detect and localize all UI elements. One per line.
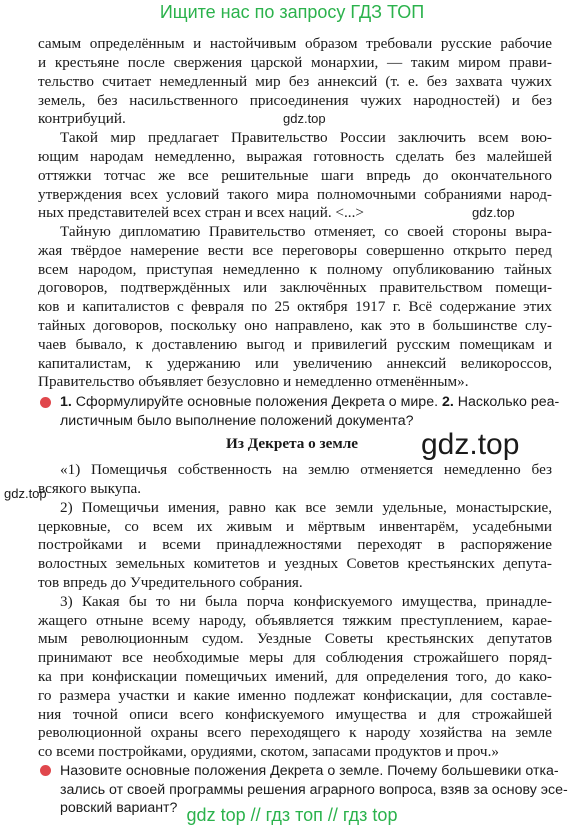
question-line: ровский вариант? xyxy=(60,800,178,817)
text-line: тайных договоров, поскольку оно направлено, как это в большинстве слу- xyxy=(38,317,552,334)
text-line: капиталистам, к удержанию или увеличению аннексий великороссов, xyxy=(38,354,552,372)
text-line: ющим народам немедленно, выражая готовность сделать без малейшей xyxy=(38,147,552,165)
banner: Ищите нас по запросу ГДЗ ТОП xyxy=(159,2,425,22)
text-line: всем народом, приступая немедленно к полному опубликованию тайных xyxy=(38,260,552,278)
text-line: чаев бывало, к доставлению выгод и привилегий русским помещикам и xyxy=(38,335,552,353)
text-line: го размера участки и какие именно подлежат конфискации, для составле- xyxy=(38,686,552,704)
text-line: ния точной описи всего конфискуемого имущества и для строжайшей xyxy=(38,705,552,723)
text-line: всякого выкупа. xyxy=(38,479,142,497)
text-line: ков и капиталистов с февраля по 25 октября 1917 г. Всё содержание этих xyxy=(38,298,552,316)
text-line: ных представителей всех стран и всех наций. <...> xyxy=(38,204,364,222)
text-line: волостных земельных комитетов и уездных Советов крестьянских депута- xyxy=(38,555,552,573)
text-line: тов впредь до Учредительного собрания. xyxy=(38,573,303,591)
watermark: gdz.top xyxy=(283,111,326,126)
footer-watermark: gdz top // гдз топ // гдз top xyxy=(186,805,398,825)
text-line: постройками и всеми принадлежностями переходят в распоряжение xyxy=(38,536,552,554)
text-line: жая твёрдое намерение вести все переговоры совершенно открыто перед xyxy=(38,241,552,259)
text-line: Правительство объявляет безусловно и немедленно отменённым». xyxy=(38,373,469,391)
watermark: gdz.top xyxy=(421,427,520,461)
text-line: оттяжки тотчас же все решительные шаги впредь до окончательного xyxy=(38,166,552,184)
text-line: контрибуций. xyxy=(38,110,126,128)
watermark: gdz.top xyxy=(4,486,47,501)
watermark: gdz.top xyxy=(472,205,515,220)
text-line: тельство считает немедленный мир без аннексий (т. е. без захвата чужих xyxy=(38,72,552,90)
text-line: земель, без насильственного присоединения чужих народностей) и без xyxy=(38,91,552,109)
text-line: жащего отныне всему народу, объявляется тяжким преступлением, карае- xyxy=(38,611,552,629)
text-line: 2) Помещичьи имения, равно как все земли удельные, монастырские, xyxy=(60,498,552,516)
question-line: зались от своей программы решения аграрного вопроса, взяв за основу эсе- xyxy=(60,781,568,798)
text-line: 3) Какая бы то ни была порча конфискуемого имущества, принадле- xyxy=(60,592,552,610)
text-line: революционной охраны всего переходящего к народу хозяйства на земле xyxy=(38,724,552,742)
question-line: листичным было выполнение положений документа? xyxy=(60,412,414,429)
question-line: Назовите основные положения Декрета о земле. Почему большевики отка- xyxy=(60,762,559,779)
text-line: самым определённым и настойчивым образом требовали русские рабочие xyxy=(38,35,552,53)
text-line: «1) Помещичья собственность на землю отменяется немедленно без xyxy=(60,461,552,479)
text-line: принимают все необходимые меры для соблюдения строжайшего поряд- xyxy=(38,649,552,667)
text-line: и крестьяне после свержения царской монархии, — таким миром прави- xyxy=(38,53,552,71)
text-line: мым революционным судом. Уездные Советы крестьянских депутатов xyxy=(38,630,552,648)
question-bullet-icon xyxy=(40,397,51,408)
text-line: Тайную дипломатию Правительство отменяет, со своей стороны выра- xyxy=(60,223,552,241)
text-line: церковные, со всем их живым и мёртвым инвентарём, усадебными xyxy=(38,517,552,535)
question-line: 1. Сформулируйте основные положения Декрета о мире. 2. Насколько реа- xyxy=(60,394,560,410)
text-line: Такой мир предлагает Правительство России заключить всем вою- xyxy=(60,129,552,147)
text-line: со всеми постройками, орудиями, скотом, запасами продуктов и проч.» xyxy=(38,743,499,761)
text-line: договоров, подтверждённых или заключённых правительством помещи- xyxy=(38,279,552,297)
question-bullet-icon xyxy=(40,765,51,776)
text-line: ка при конфискации помещичьих имений, для определения того, до како- xyxy=(38,667,552,685)
section-heading: Из Декрета о земле xyxy=(226,435,358,452)
text-line: утверждения всех условий такого мира полномочными собраниями народ- xyxy=(38,185,552,203)
